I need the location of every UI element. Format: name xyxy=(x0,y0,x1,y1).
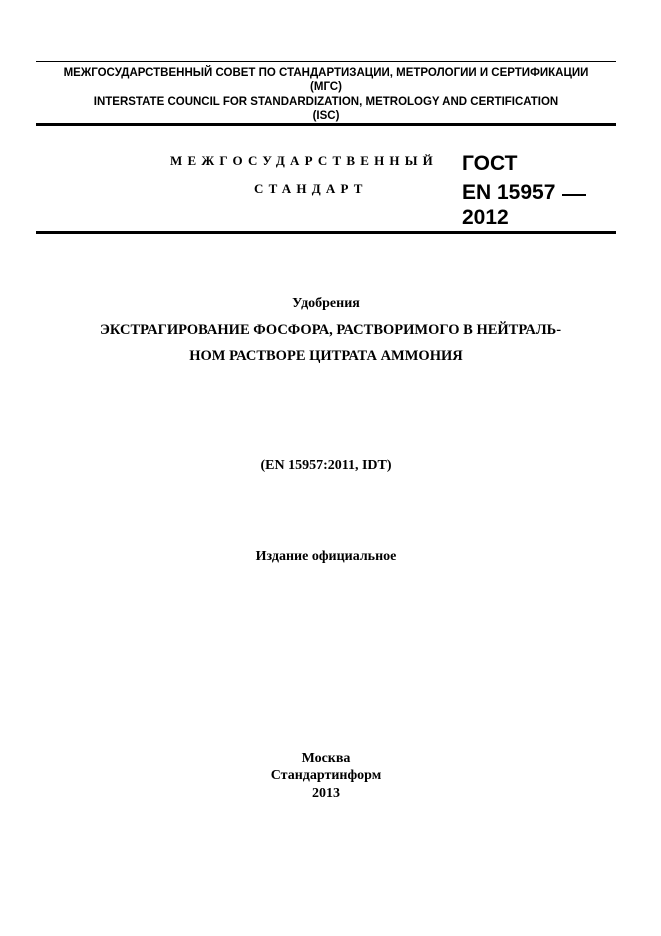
gost-prefix: ГОСТ xyxy=(462,152,518,175)
document-subject: Удобрения xyxy=(292,296,360,311)
edition-note: Издание официальное xyxy=(255,549,397,564)
header-divider xyxy=(36,123,616,126)
council-abbr-ru: (МГС) xyxy=(310,81,342,93)
imprint-publisher: Стандартинформ xyxy=(270,768,382,783)
standard-type-label-2: СТАНДАРТ xyxy=(254,181,368,196)
council-name-ru: МЕЖГОСУДАРСТВЕННЫЙ СОВЕТ ПО СТАНДАРТИЗАЦИИ, МЕТРОЛОГИИ И СЕРТИФИКАЦИИ xyxy=(63,67,589,79)
imprint-city: Москва xyxy=(301,751,351,766)
council-name-en: INTERSTATE COUNCIL FOR STANDARDIZATION, METROLOGY AND CERTIFICATION xyxy=(93,96,559,108)
gost-year: 2012 xyxy=(462,206,509,229)
document-title-line-2: НОМ РАСТВОРЕ ЦИТРАТА АММОНИЯ xyxy=(189,348,463,364)
equivalence-note: (EN 15957:2011, IDT) xyxy=(260,458,392,473)
gost-number: EN 15957 xyxy=(462,181,556,204)
standard-type-label: МЕЖГОСУДАРСТВЕННЫЙ xyxy=(170,153,438,168)
document-title-line-1: ЭКСТРАГИРОВАНИЕ ФОСФОРА, РАСТВОРИМОГО В НЕЙТРАЛЬ- xyxy=(100,322,562,338)
council-abbr-en: (ISC) xyxy=(312,110,340,122)
imprint-year: 2013 xyxy=(312,786,340,801)
designation-divider xyxy=(36,231,616,234)
council-header xyxy=(36,61,616,126)
gost-dash xyxy=(562,194,586,196)
